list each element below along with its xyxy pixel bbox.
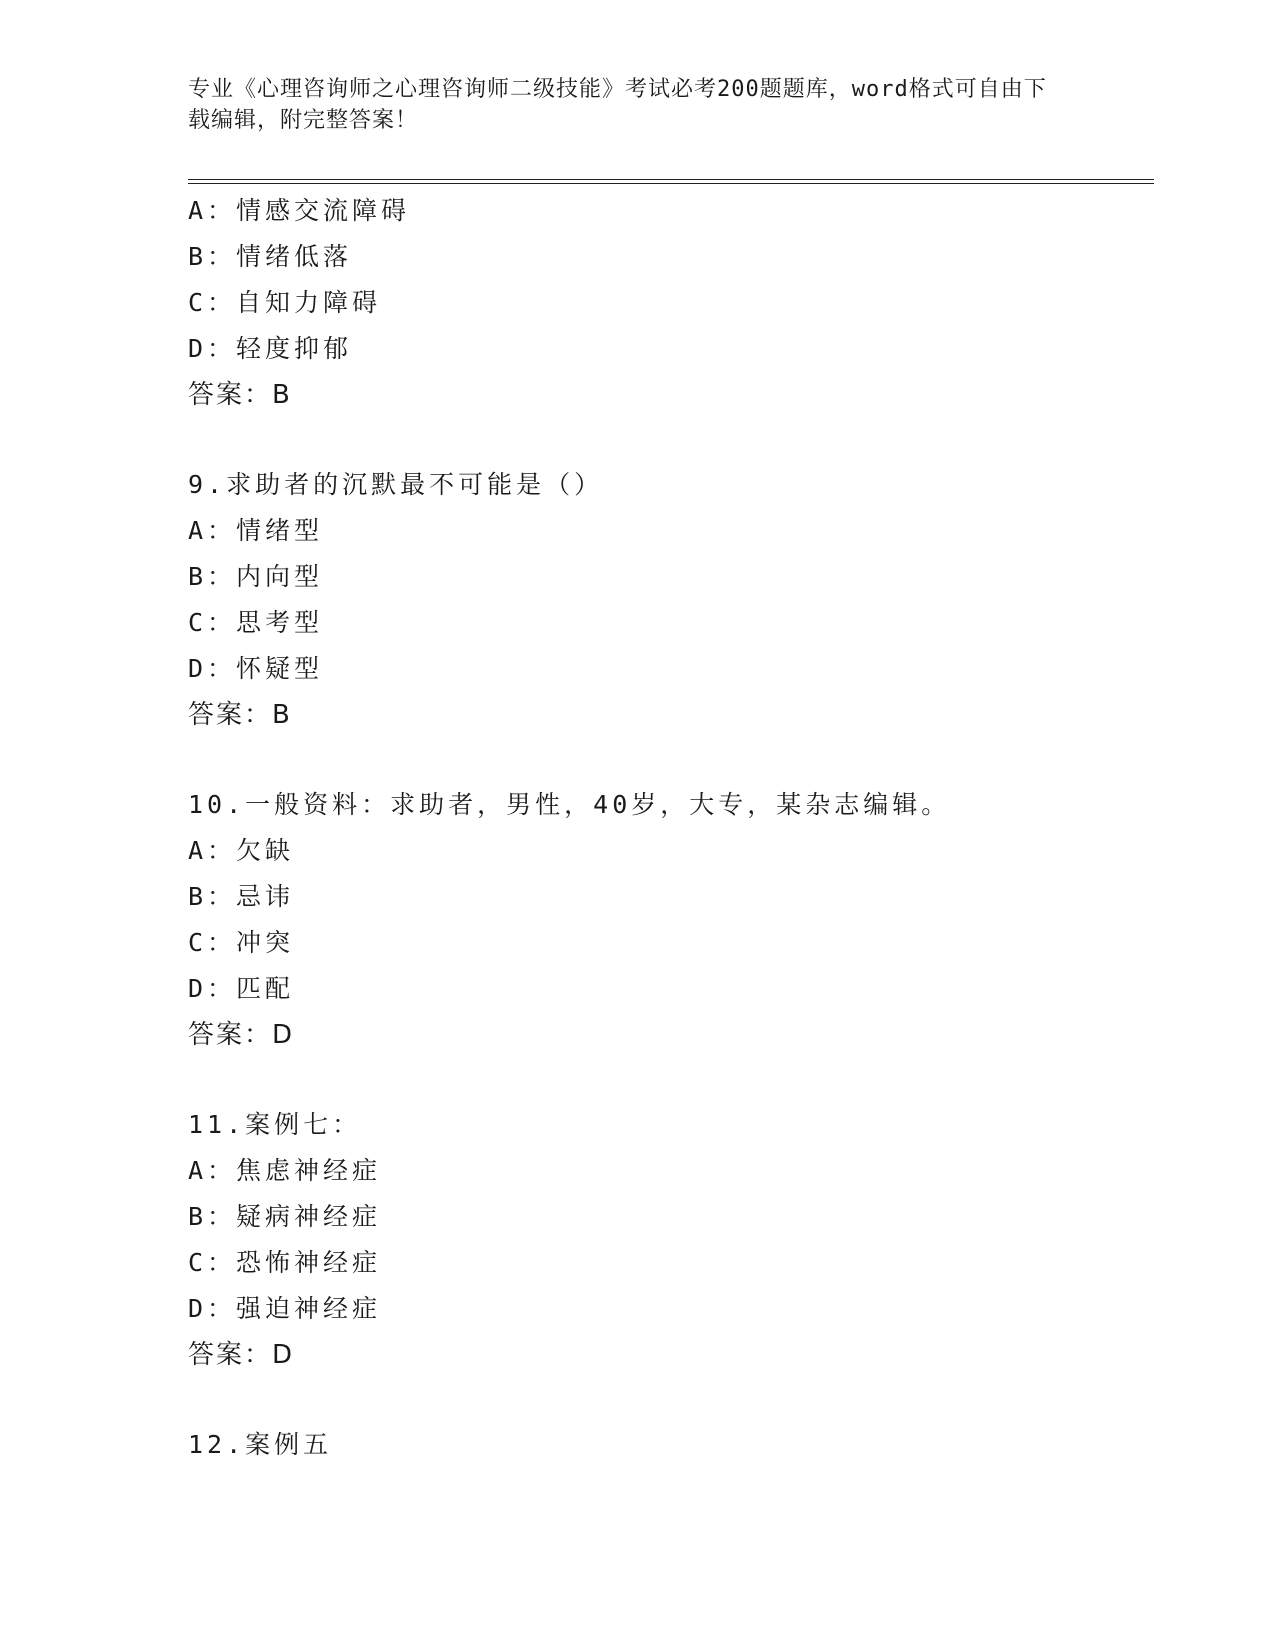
- question-fragment: [188, 188, 1154, 418]
- option-c: C：思考型: [188, 608, 324, 637]
- question-list: [188, 188, 1154, 1468]
- question-item: [188, 462, 1154, 738]
- answer-line: 答案：D: [188, 1340, 295, 1370]
- answer-line: 答案：B: [188, 700, 292, 730]
- question-stem: 11.案例七：: [188, 1110, 362, 1139]
- option-b: B：疑病神经症: [188, 1202, 382, 1231]
- question-stem: 9.求助者的沉默最不可能是（）: [188, 470, 604, 499]
- option-b: B：内向型: [188, 562, 324, 591]
- document-header: 专业《心理咨询师之心理咨询师二级技能》考试必考200题题库，word格式可自由下载编辑，附完整答案！: [188, 77, 1047, 133]
- header-divider-top: [188, 179, 1154, 180]
- option-c: C：恐怖神经症: [188, 1248, 382, 1277]
- question-item: [188, 1422, 1154, 1468]
- option-a: A：焦虑神经症: [188, 1156, 382, 1185]
- question-stem: 12.案例五: [188, 1430, 333, 1459]
- question-stem: 10.一般资料：求助者，男性，40岁，大专，某杂志编辑。: [188, 790, 951, 819]
- option-c: C：冲突: [188, 928, 295, 957]
- option-d: D：强迫神经症: [188, 1294, 382, 1323]
- option-d: D：轻度抑郁: [188, 334, 353, 363]
- option-a: A：情感交流障碍: [188, 196, 411, 225]
- option-a: A：情绪型: [188, 516, 324, 545]
- answer-line: 答案：D: [188, 1020, 295, 1050]
- answer-line: 答案：B: [188, 380, 292, 410]
- header-divider-bottom: [188, 183, 1154, 184]
- option-d: D：匹配: [188, 974, 295, 1003]
- question-item: [188, 782, 1154, 1058]
- option-a: A：欠缺: [188, 836, 295, 865]
- option-b: B：情绪低落: [188, 242, 353, 271]
- option-c: C：自知力障碍: [188, 288, 382, 317]
- option-b: B：忌讳: [188, 882, 295, 911]
- option-d: D：怀疑型: [188, 654, 324, 683]
- question-item: [188, 1102, 1154, 1378]
